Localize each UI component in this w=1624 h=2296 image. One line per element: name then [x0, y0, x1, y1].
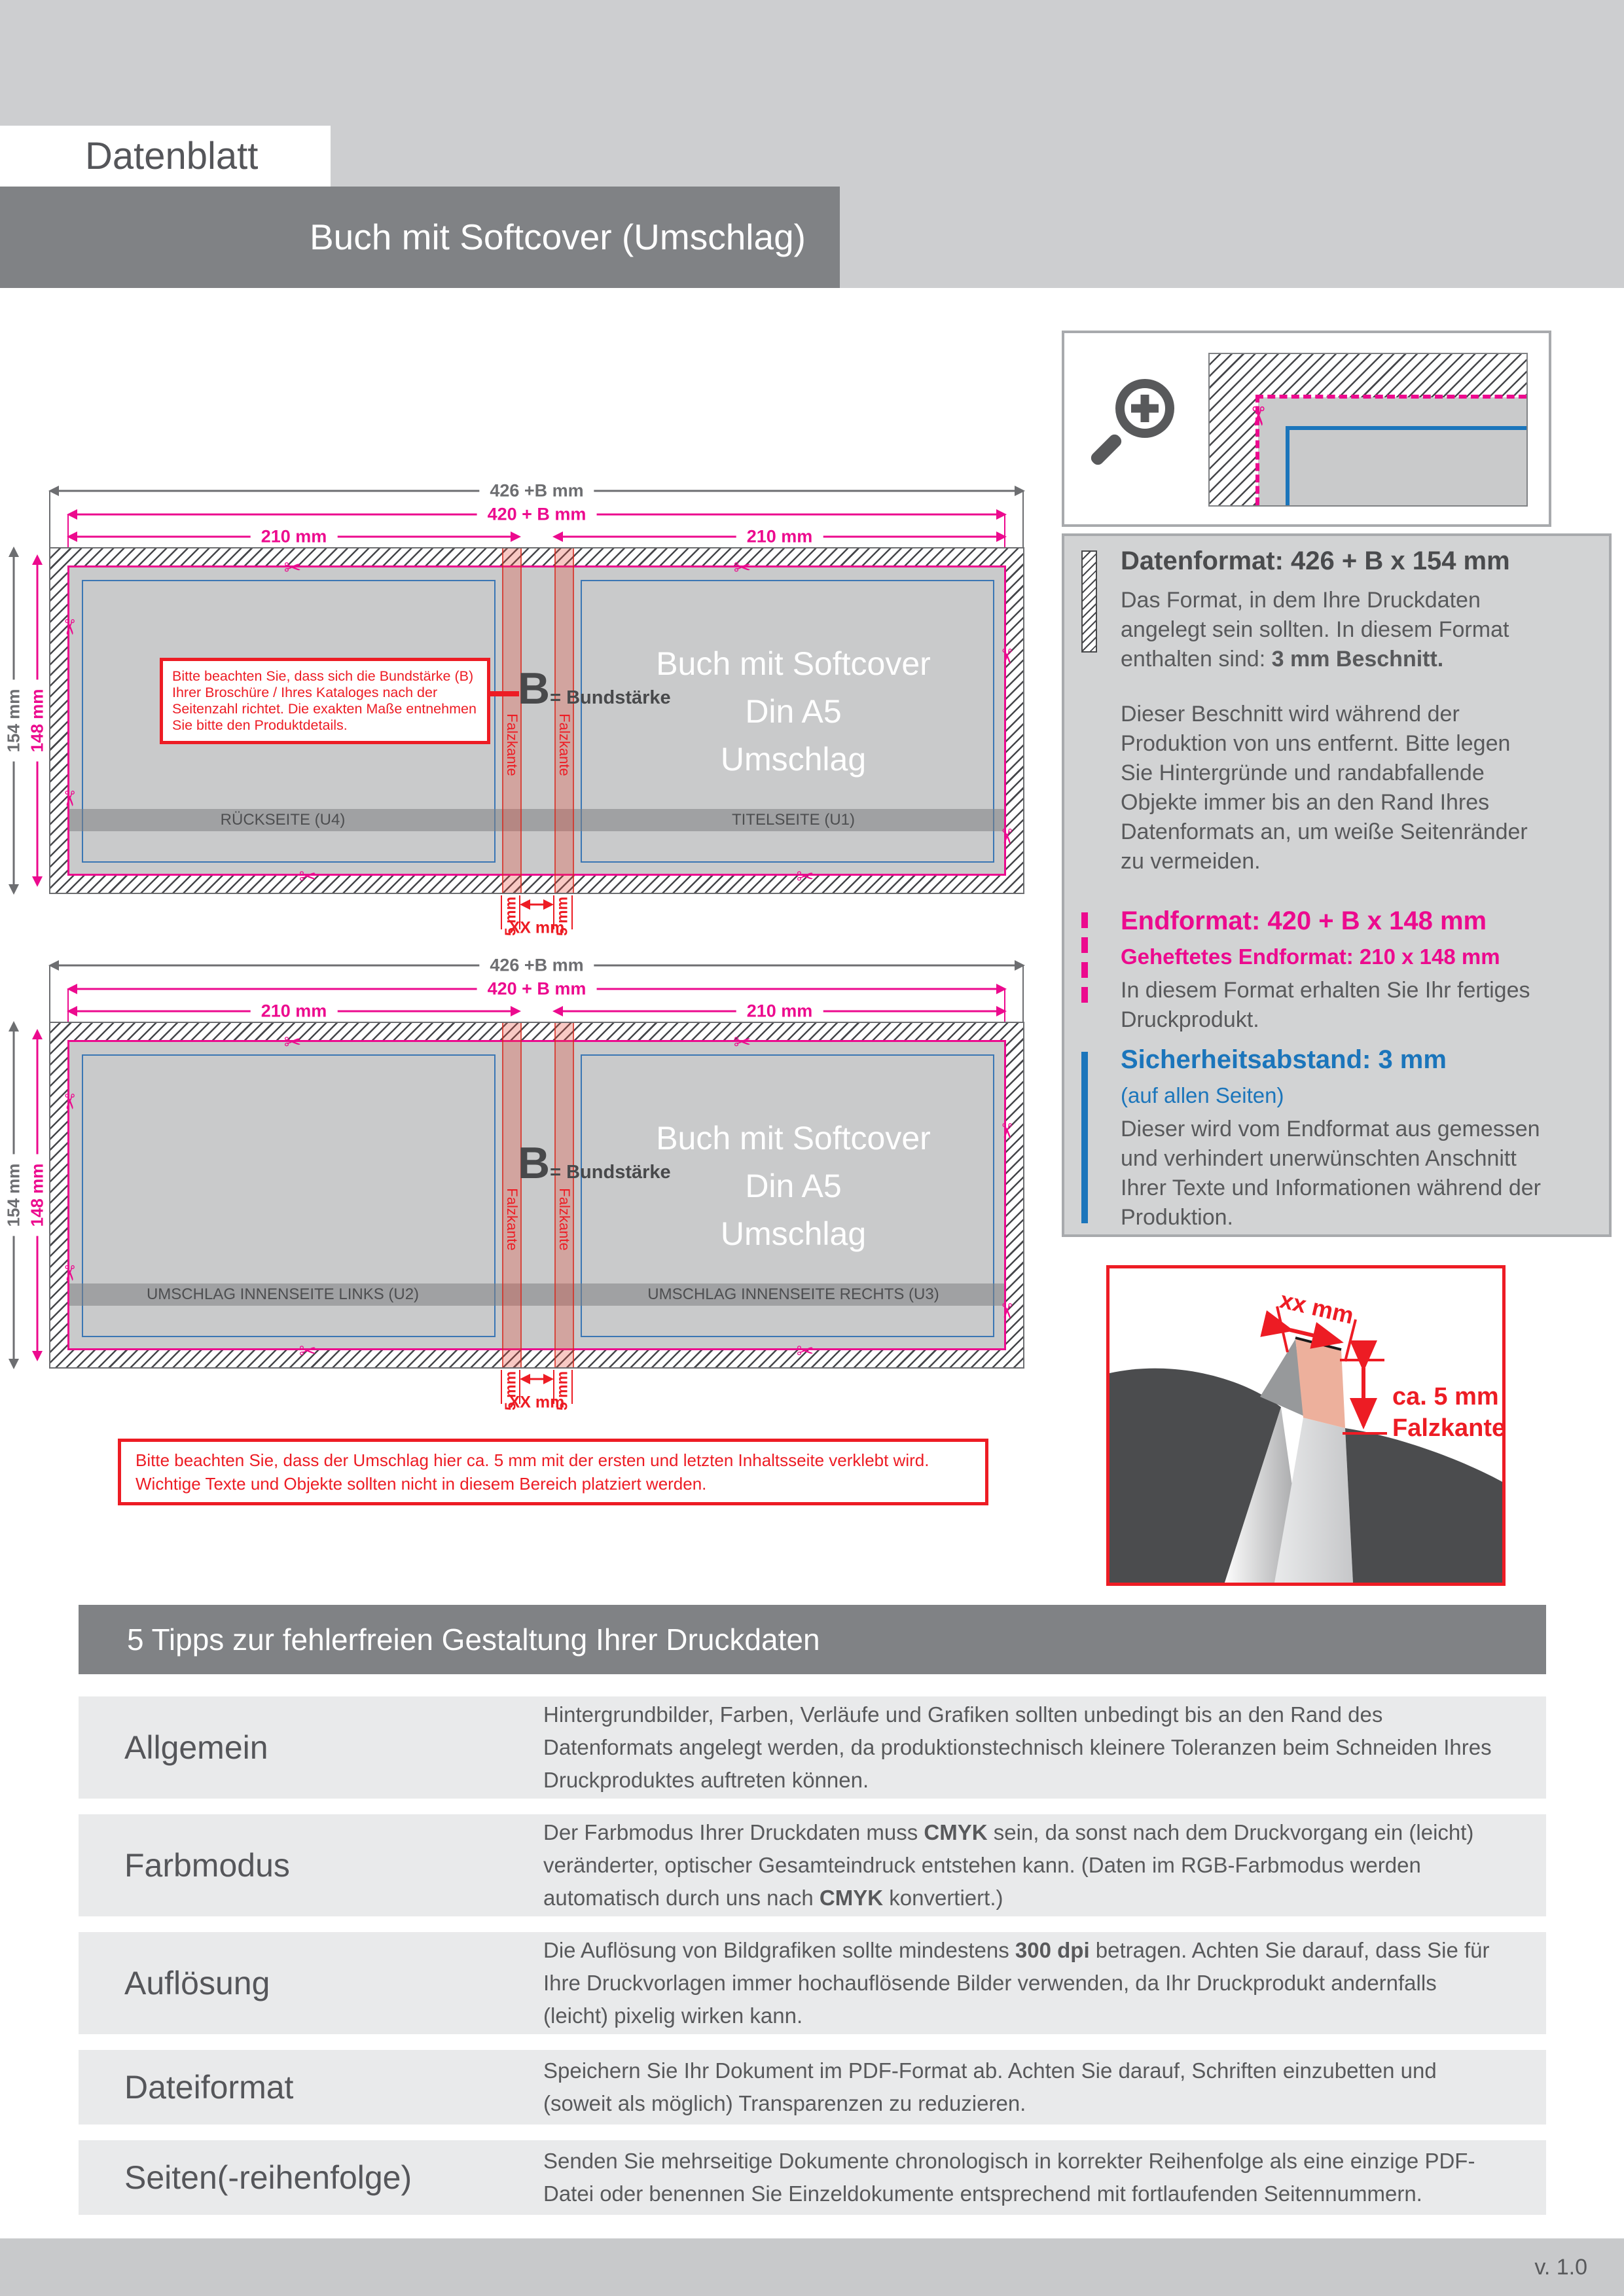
bleed-zoom-box	[1062, 331, 1551, 527]
band-label-front-cover: TITELSEITE (U1)	[731, 811, 856, 829]
scissors-icon: ✂	[994, 647, 1019, 666]
dim-fold-zone-left: 5 mm	[501, 896, 519, 937]
dim-end-height-inner: 148 mm	[30, 1030, 45, 1361]
document-area	[1258, 397, 1526, 505]
safety-margin-line	[1286, 426, 1526, 430]
dim-total-width-inner: 426 +B mm	[49, 958, 1024, 973]
datenformat-body: Dieser Beschnitt wird während der Produktion von uns entfernt. Bitte legen Sie Hintergründe und randabfallende Objekte immer bis an den Rand Ihres Datenformats an, um weiße Seitenränder zu vermeiden.	[1121, 702, 1528, 874]
scissors-icon: ✂	[994, 1302, 1019, 1320]
spine-b-label: B = Bundstärke	[518, 1138, 671, 1188]
scissors-icon: ✂	[283, 1030, 302, 1054]
tip-row-farbmodus	[79, 1814, 1546, 1916]
product-title-banner: Buch mit Softcover (Umschlag)	[0, 187, 840, 288]
endformat-body: In diesem Format erhalten Sie Ihr fertiges Druckprodukt.	[1121, 978, 1530, 1032]
tip-row-allgemein	[79, 1696, 1546, 1799]
band-label-inside-left: UMSCHLAG INNENSEITE LINKS (U2)	[146, 1285, 420, 1303]
spine-width-note: Bitte beachten Sie, dass sich die Bundstärke (B) Ihrer Broschüre / Ihres Kataloges nach der Seitenzahl richtet. Die exakten Maße entnehmen Sie bitte den Produktdetails.	[160, 658, 490, 744]
scissors-icon: ✂	[57, 789, 82, 808]
svg-text:Falzkante: Falzkante	[1392, 1414, 1502, 1442]
band-label-back-cover: RÜCKSEITE (U4)	[220, 811, 346, 829]
endformat-subtitle: Geheftetes Endformat: 210 x 148 mm	[1121, 944, 1500, 969]
fold-edge-strip-left: Falzkante	[502, 548, 522, 893]
scissors-icon: ✂	[57, 1092, 82, 1111]
spine-width-value: XX mm	[509, 918, 565, 937]
dim-end-height-outer: 148 mm	[30, 555, 45, 886]
tip-text: Der Farbmodus Ihrer Druckdaten muss CMYK sein, da sonst nach dem Druckvorgang ein (leicht) veränderter, optischer Gesamteindruck entstehen kann. (Daten im RGB-Farbmodus werden automatisch durch uns nach CMYK konvertiert.)	[543, 1820, 1474, 1910]
tip-label: Seiten(-reihenfolge)	[124, 2159, 412, 2196]
spine-3d-illustration	[1110, 1268, 1502, 1583]
dim-right-panel-inner: 210 mm	[553, 1004, 1006, 1018]
safety-margin-line	[1286, 426, 1290, 505]
scissors-icon: ✂	[994, 827, 1019, 846]
dim-spine-width-inner	[520, 1372, 553, 1386]
tip-row-seitenreihenfolge	[79, 2140, 1546, 2215]
bleed-illustration	[1208, 353, 1528, 507]
scissors-icon: ✂	[796, 1338, 814, 1363]
safety-body: Dieser wird vom Endformat aus gemessen und verhindert unerwünschten Anschnitt Ihrer Texte und Informationen während der Produktion.	[1121, 1117, 1541, 1230]
note-connector-line	[490, 691, 519, 696]
scissors-icon: ✂	[57, 618, 82, 636]
tip-row-dateiformat	[79, 2050, 1546, 2125]
endformat-cut-line	[1255, 395, 1526, 399]
endformat-title: Endformat: 420 + B x 148 mm	[1121, 906, 1487, 935]
scissors-icon: ✂	[1242, 405, 1272, 427]
datenformat-title: Datenformat: 426 + B x 154 mm	[1121, 547, 1510, 575]
cover-outside-diagram	[49, 547, 1024, 894]
band-label-inside-right: UMSCHLAG INNENSEITE RECHTS (U3)	[647, 1285, 939, 1303]
tip-label: Auflösung	[124, 1965, 270, 2001]
scissors-icon: ✂	[796, 864, 814, 889]
spine-width-value: XX mm	[509, 1393, 565, 1412]
spine-b-label: B = Bundstärke	[518, 664, 671, 713]
dim-end-width-outer: 420 + B mm	[67, 507, 1006, 522]
dim-total-width-outer: 426 +B mm	[49, 484, 1024, 498]
tips-heading: 5 Tipps zur fehlerfreien Gestaltung Ihrer Druckdaten	[79, 1605, 1546, 1674]
watermark-title: Buch mit Softcover Din A5 Umschlag	[656, 1120, 931, 1252]
watermark-title: Buch mit Softcover Din A5 Umschlag	[656, 645, 931, 778]
bleed-hatch-swatch	[1081, 550, 1097, 653]
svg-text:ca. 5 mm: ca. 5 mm	[1392, 1383, 1499, 1410]
dim-total-height-outer: 154 mm	[7, 547, 21, 894]
fold-edge-strip-right: Falzkante	[554, 548, 574, 893]
panel-name-band	[69, 809, 1004, 831]
dim-total-height-inner: 154 mm	[7, 1022, 21, 1369]
tip-label: Farbmodus	[124, 1847, 290, 1884]
panel-name-band	[69, 1283, 1004, 1306]
doc-type-label: Datenblatt	[0, 126, 331, 187]
tip-text: Speichern Sie Ihr Dokument im PDF-Format ab. Achten Sie darauf, Schriften einzubetten und (soweit als möglich) Transparenzen zu reduzieren.	[543, 2058, 1437, 2115]
dim-left-panel-outer: 210 mm	[67, 529, 520, 544]
version-footer: v. 1.0	[0, 2238, 1624, 2296]
svg-text:xx mm: xx mm	[1277, 1286, 1357, 1329]
safety-subtitle: (auf allen Seiten)	[1121, 1083, 1284, 1107]
magnifier-icon	[1096, 379, 1200, 484]
scissors-icon: ✂	[994, 1122, 1019, 1140]
scissors-icon: ✂	[283, 555, 302, 580]
tip-label: Allgemein	[124, 1729, 268, 1766]
dim-left-panel-inner: 210 mm	[67, 1004, 520, 1018]
safety-title: Sicherheitsabstand: 3 mm	[1121, 1045, 1447, 1074]
endformat-dash-swatch	[1081, 912, 1088, 1011]
cover-inside-diagram	[49, 1022, 1024, 1369]
tip-text: Senden Sie mehrseitige Dokumente chronologisch in korrekter Reihenfolge als eine einzige PDF-Datei oder benennen Sie Einzeldokumente entsprechend mit fortlaufenden Seitennummern.	[543, 2149, 1475, 2206]
tip-text: Hintergrundbilder, Farben, Verläufe und Grafiken sollten unbedingt bis an den Rand des Datenformats angelegt werden, da produktionstechnisch kleinere Toleranzen beim Schneiden Ihres Druckproduktes auftreten können.	[543, 1702, 1492, 1792]
datenformat-intro: Das Format, in dem Ihre Druckdaten angelegt sein sollten. In diesem Format enthalten sind: 3 mm Beschnitt.	[1121, 588, 1509, 672]
glue-area-warning: Bitte beachten Sie, dass der Umschlag hier ca. 5 mm mit der ersten und letzten Inhaltsseite verklebt wird. Wichtige Texte und Objekte sollten nicht in diesem Bereich platziert werden.	[118, 1439, 988, 1505]
tip-row-aufloesung	[79, 1932, 1546, 2034]
fold-edge-strip-right: Falzkante	[554, 1023, 574, 1367]
scissors-icon: ✂	[733, 555, 751, 580]
dim-fold-zone-right: 5 mm	[553, 1371, 571, 1411]
dim-right-panel-outer: 210 mm	[553, 529, 1006, 544]
dim-end-width-inner: 420 + B mm	[67, 982, 1006, 996]
dim-fold-zone-left: 5 mm	[501, 1371, 519, 1411]
safety-line-swatch	[1081, 1052, 1088, 1223]
dim-fold-zone-right: 5 mm	[553, 896, 571, 937]
format-info-panel	[1062, 533, 1612, 1237]
tip-text: Die Auflösung von Bildgrafiken sollte mindestens 300 dpi betragen. Achten Sie darauf, dass Sie für Ihre Druckvorlagen immer hochauflösende Bilder verwenden, da Ihr Druckprodukt andernfalls (leicht) pixelig wirken kann.	[543, 1938, 1490, 2028]
scissors-icon: ✂	[298, 864, 317, 889]
fold-edge-strip-left: Falzkante	[502, 1023, 522, 1367]
scissors-icon: ✂	[57, 1264, 82, 1282]
dim-spine-width-outer	[520, 897, 553, 912]
fold-edge-figure	[1106, 1265, 1506, 1586]
tip-label: Dateiformat	[124, 2069, 294, 2106]
scissors-icon: ✂	[733, 1030, 751, 1054]
scissors-icon: ✂	[298, 1338, 317, 1363]
